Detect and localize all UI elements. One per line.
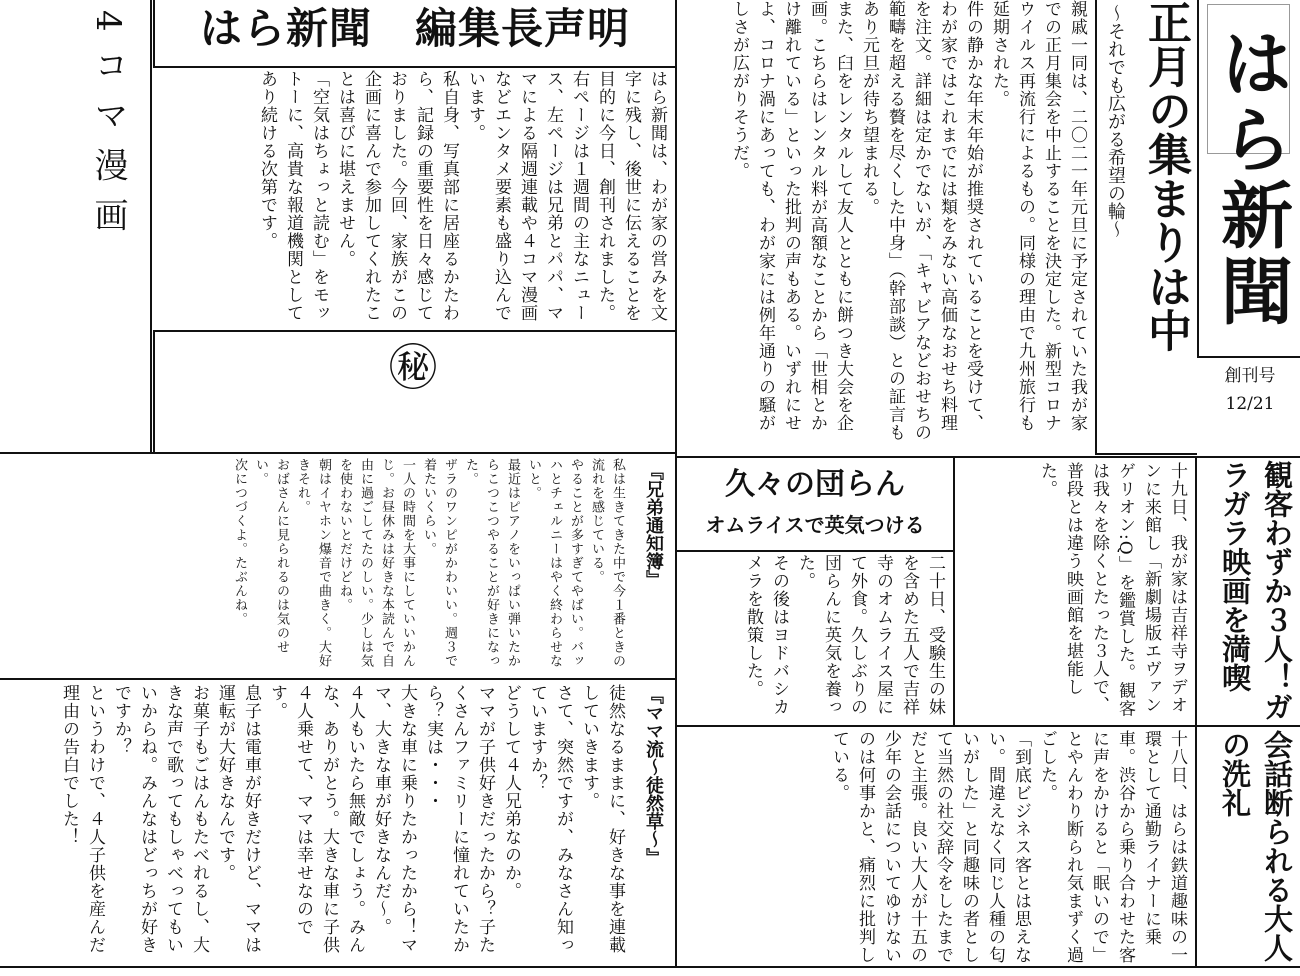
commute-headline: 会話断られる大人の洗礼 [1218, 730, 1294, 962]
lead-subhead: ～それでも広がる希望の輪～ [1105, 4, 1126, 238]
issue-label: 創刊号 [1224, 366, 1276, 386]
dinner-headline-box [677, 456, 953, 552]
sibling-column-body: 私は生きてきた中で今１番ときの流れを感じている。 やることが多すぎてやばい。バッハとチェルニーはやく終わらせないと。 最近はピアノをいっぱい弾いたからこつこつやることが好きになった。 ザラのワンピがかわいい。週３で着たいくらい。 一人の時間を大事にしていいかんじ。お昼休みは好きな本読んで自由に過ごしてたのしい。少しは気を使わないとだけどね。 朝はイヤホン爆音で曲きく。大好きそれ。 おばさんに見られるのは気のせい。 次につづくよ。たぶんね。 [232, 458, 625, 668]
rule-dinner-bottom [675, 725, 1195, 727]
lead-headline: 正月の集まりは中 [1140, 0, 1191, 352]
editorial-headline-box [153, 0, 675, 68]
rule-dinner-right [953, 456, 955, 726]
dinner-story-body: 二十日、受験生の妹を含めた五人で吉祥寺のオムライス屋にて外食。久しぶりの団らんに英気を養った。 その後はヨドバシカメラを散策した。 [743, 554, 945, 716]
mama-column-headline: 『ママ流～徒然草～』 [643, 686, 664, 866]
editorial-photo-box [153, 330, 675, 454]
masthead-title: はら新聞 [1209, 26, 1293, 330]
lead-story-body: 親戚一同は、二〇二一年元旦に予定されていた我が家での正月集会を中止することを決定した。新型コロナウイルス再流行によるもの。同様の理由で九州旅行も延期された。 件の静かな年末年始が推奨されていることを受けて、わが家ではこれまでには類をみない高価なおせち料理を注文。詳細は定かでないが、「キャビアなどおせちの範疇を超える贅を尽くした中身」（幹部談）との証言もあり元旦が待ち望まれる。 また、臼をレンタルして友人とともに餅つき大会を企画。こちらはレンタル料が高額なことから「世相とかけ離れている」といった批判の声もある。いずれにせよ、コロナ渦にあっても、わが家には例年通りの騒がしさが広がりそうだ。 [729, 0, 1087, 442]
rule-side-headline [1195, 725, 1300, 727]
editorial-body: はら新聞は、わが家の営みを文字に残し、後世に伝えることを目的に今日、創刊されました。 右ページは１週間の主なニュース、左ページは兄弟とパパ、ママによる隔週連載や４コマ漫画などエンタメ要素も盛り込んでいます。 私自身、写真部に居座るかたわら、記録の重要性を日々感じておりました。今回、家族がこの企画に喜んで参加してくれたことは喜びに堪えません。 「空気はちょっと読む」をモットーに、高貴な報道機関としてあり続ける次第です。 [257, 70, 667, 322]
mama-column-body: 徒然なるままに、好きな事を連載していきます。 さて、突然ですが、みなさん知っていますか？ どうして４人兄弟なのか。 ママが子供好きだったから？子たくさんファミリーに憧れていたから？実は・・・ 大きな車に乗りたかったから！ママ、大きな車が好きなんだ～。 ４人もいたら無敵でしょう。みんな、ありがとう。大きな車に子供４人乗せて、ママは幸せなのです。 息子は電車が好きだけど、ママは運転が大好きなんです。 お菓子もごはんもたべれるし、大きな声で歌ってもしゃべってもいいからね。みんなはどっちが好きですか？ というわけで、４人子供を産んだ理由の告白でした！ [59, 684, 625, 954]
commute-story-body: 十八日、はらは鉄道趣味の一環として通勤ライナーに乗車。渋谷から乗り合わせた客に声をかけると「眠いので」とやんわり断られ気まずく過ごした。 「到底ビジネス客とは思えない。間違えなく同じ人種の匂いがした」と同趣味の者として当然の社交辞令をしたまでだと主張。良い大人が十五の少年の会話についてゆけないのは何事かと、痛烈に批判している。 [829, 730, 1187, 964]
issue-info [1200, 362, 1300, 418]
rule-right [1195, 456, 1197, 966]
secret-stamp: ㊙ [388, 340, 437, 396]
dinner-subhead: オムライスで英気つける [705, 513, 925, 537]
movie-story-body: 十九日、我が家は吉祥寺ヲデオンに来館し「新劇場版エヴァンゲリオン:Q」を鑑賞した。観客は我々を除くとたった３人で、普段とは違う映画館を堪能した。 [1037, 462, 1187, 718]
lead-headline-box [1095, 0, 1197, 455]
manga-label: 4コマ漫画 [88, 10, 128, 248]
sibling-column-headline: 『兄弟通知簿』 [643, 462, 664, 588]
rule-manga [150, 0, 152, 452]
dinner-headline: 久々の団らん [725, 467, 905, 502]
issue-date: 12/21 [1225, 394, 1275, 414]
masthead-box [1197, 0, 1300, 358]
rule-bottom [0, 966, 1300, 968]
movie-headline: 観客わずか３人！ガラガラ映画を満喫 [1218, 460, 1294, 721]
rule-lower-left [0, 678, 675, 680]
editorial-headline: はら新聞 編集長声明 [199, 4, 630, 53]
